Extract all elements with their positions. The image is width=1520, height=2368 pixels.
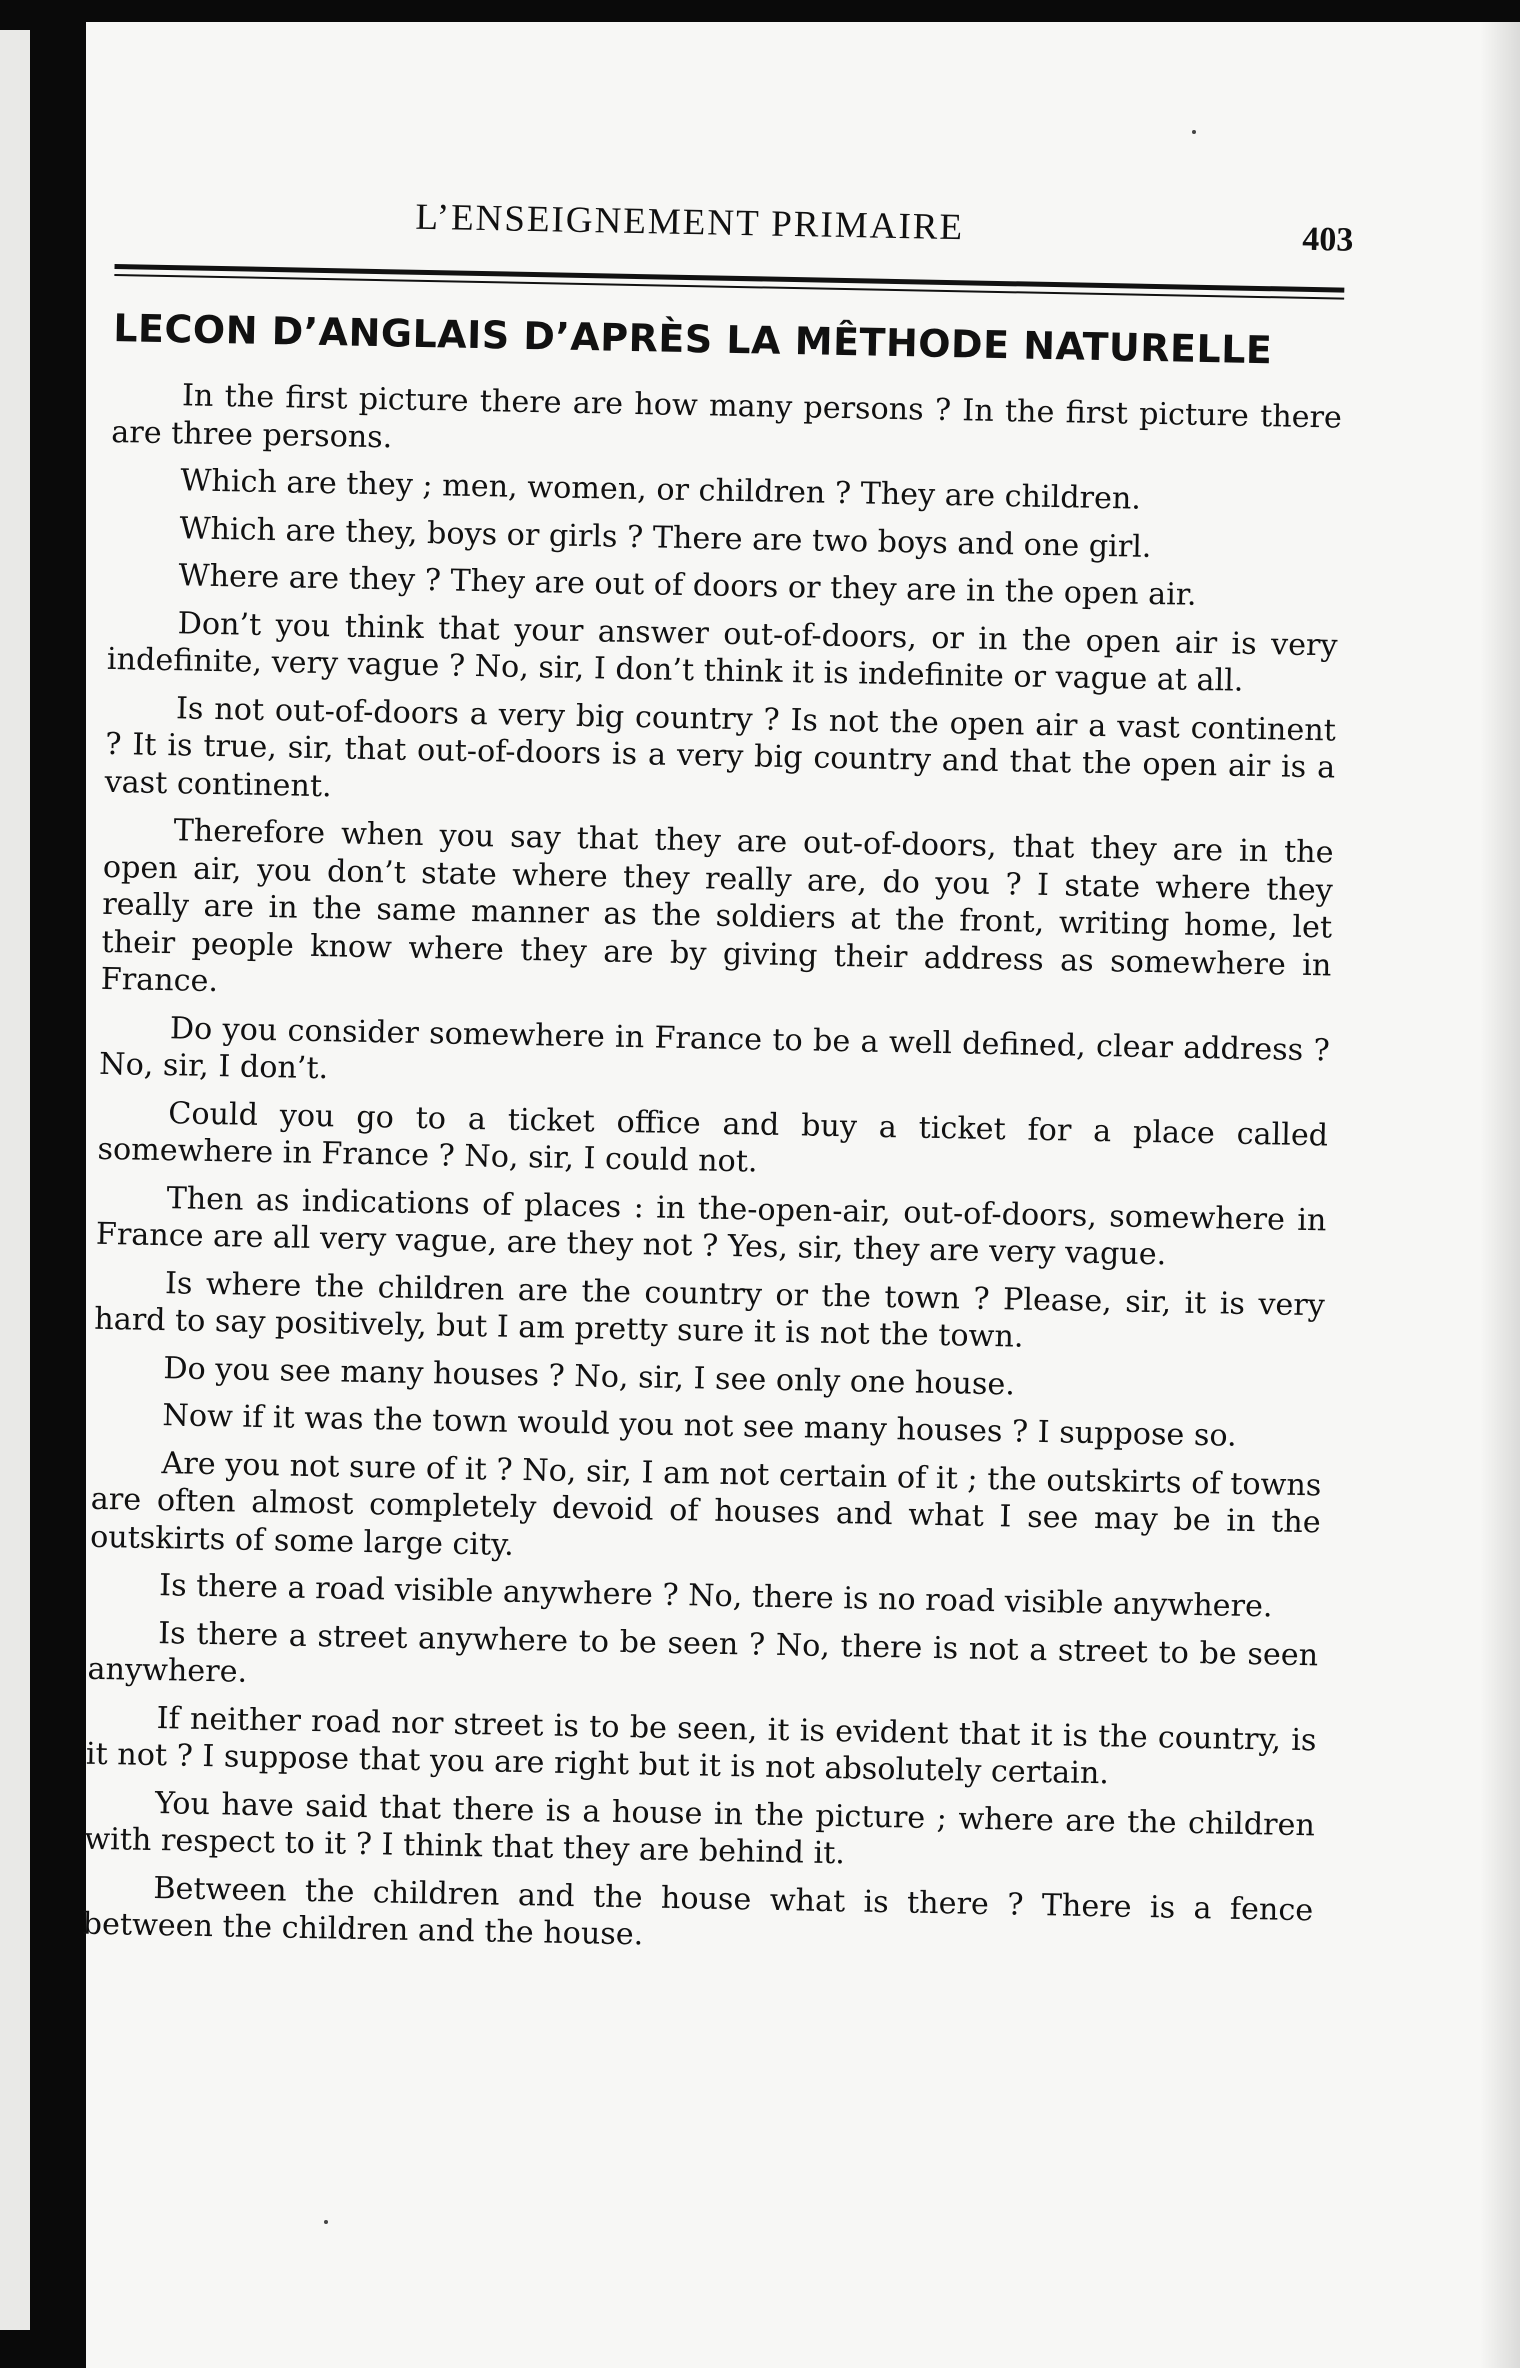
paragraph: Do you consider somewhere in France to be a well defined, clear address ? No, sir, I don’t. (98, 1010, 1331, 1087)
paragraph: Between the children and the house what is there ? There is a fence between the children and the house. (82, 1870, 1314, 1953)
paragraph: Are you not sure of it ? No, sir, I am not certain of it ; the outskirts of towns are often almost completely devoid of houses and what I see may be in the outskirts of some large city. (89, 1445, 1322, 1563)
running-title: L’ENSEIGNEMENT PRIMAIRE (415, 196, 965, 249)
paragraph: You have said that there is a house in the picture ; where are the children with respect to it ? I think that they are behind it. (83, 1785, 1316, 1872)
page-number: 403 (1301, 220, 1354, 259)
paragraph: Which are they, boys or girls ? There are two boys and one girl. (179, 510, 1152, 565)
page-content (82, 190, 1354, 1977)
paragraph: Which are they ; men, women, or children ? They are children. (180, 463, 1142, 517)
paragraph: Now if it was the town would you not see many houses ? I suppose so. (162, 1398, 1238, 1454)
paragraph: Is not out-of-doors a very big country ? Is not the open air a vast continent ? It is true, sir, that out-of-doors is a very big country and that the open air is a vast continent. (104, 690, 1337, 804)
page-edge-shadow (1480, 22, 1520, 2368)
paragraph: Where are they ? They are out of doors or they are in the open air. (178, 558, 1197, 613)
paragraph: Do you see many houses ? No, sir, I see only one house. (163, 1350, 1016, 1402)
paragraph: Is there a road visible anywhere ? No, there is no road visible anywhere. (158, 1568, 1273, 1625)
paragraph: If neither road nor street is to be seen, it is evident that it is the country, is it not ? I suppose that you are right but it is not absolutely certain. (85, 1700, 1317, 1792)
paragraph: Is where the children are the country or the town ? Please, sir, it is very hard to say positively, but I am pretty sure it is not the town. (93, 1265, 1326, 1355)
paragraph: Then as indications of places : in the-open-air, out-of-doors, somewhere in France are all very vague, are they not ? Yes, sir, they are very vague. (95, 1180, 1327, 1273)
facing-page-edge (0, 30, 30, 2330)
paragraph: Therefore when you say that they are out-of-doors, that they are in the open air, you don’t state where they really are, do you ? I state where they really are in the same manner as the soldiers at the front, writing home, let their people know where they are by giving their address as somewhere in France. (100, 813, 1334, 1000)
scan-speck (324, 2220, 328, 2224)
article-title: LECON D’ANGLAIS D’APRÈS LA MÊTHODE NATURELLE (112, 305, 1273, 373)
book-page (82, 22, 1520, 2368)
paragraph: Don’t you think that your answer out-of-doors, or in the open air is very indefinite, very vague ? No, sir, I don’t think it is indefinite or vague at all. (106, 605, 1338, 699)
paragraph: Could you go to a ticket office and buy a ticket for a place called somewhere in France ? No, sir, I could not. (97, 1095, 1329, 1180)
article-body (82, 376, 1342, 1967)
scan-speck (1192, 130, 1196, 134)
running-header (115, 190, 1354, 274)
paragraph: In the first picture there are how many persons ? In the first picture there are three persons. (111, 378, 1343, 455)
paragraph: Is there a street anywhere to be seen ? No, there is not a street to be seen anywhere. (87, 1615, 1319, 1690)
